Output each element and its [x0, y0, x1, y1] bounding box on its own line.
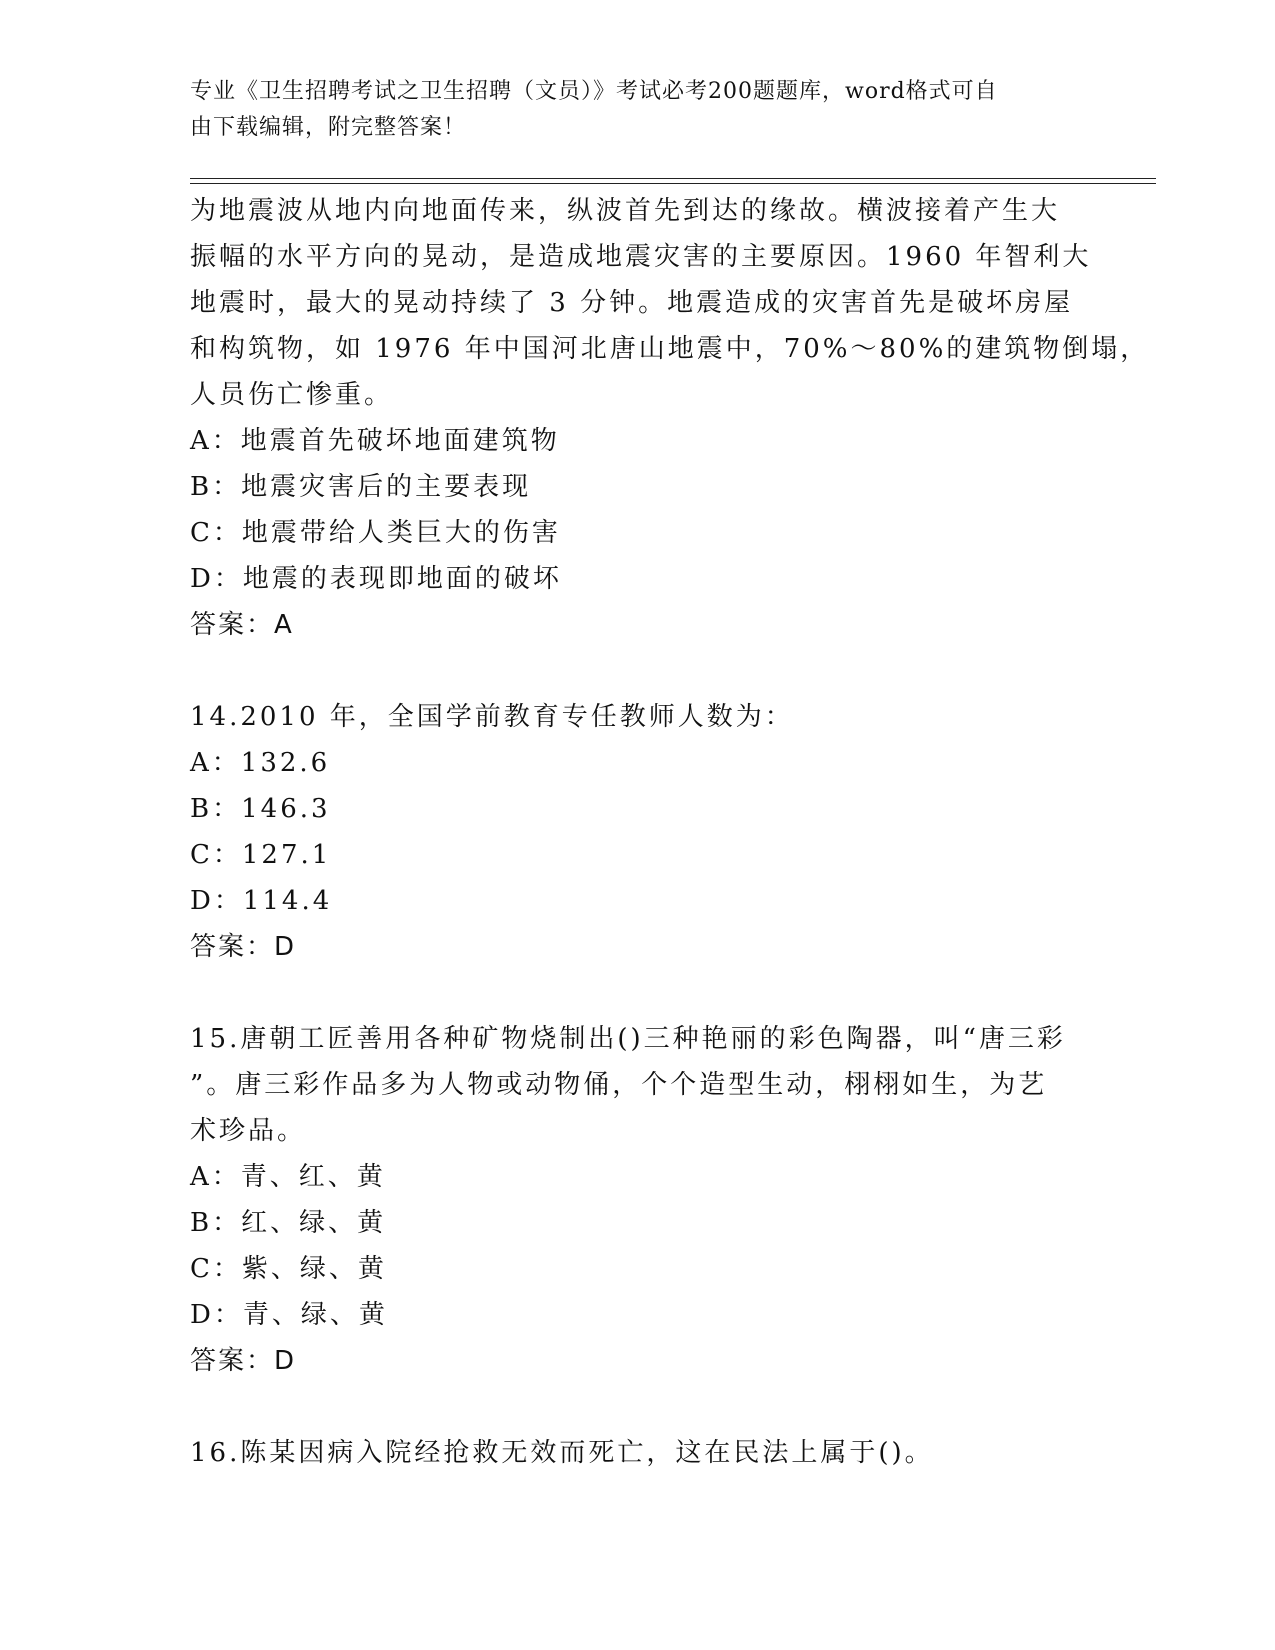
question-text-line: 为地震波从地内向地面传来，纵波首先到达的缘故。横波接着产生大	[190, 196, 1061, 226]
question-text-line: ”。唐三彩作品多为人物或动物俑，个个造型生动，栩栩如生，为艺	[190, 1070, 1048, 1100]
option-b: B：146.3	[190, 794, 331, 824]
question-13	[190, 188, 1150, 648]
question-text-line: 振幅的水平方向的晃动，是造成地震灾害的主要原因。1960 年智利大	[190, 242, 1092, 272]
question-15	[190, 1016, 1090, 1384]
question-16	[190, 1430, 1090, 1476]
option-b: B：地震灾害后的主要表现	[190, 472, 532, 502]
question-text-line: 15.唐朝工匠善用各种矿物烧制出()三种艳丽的彩色陶器，叫“唐三彩	[190, 1024, 1066, 1054]
header-divider-bottom	[190, 183, 1156, 184]
header-divider-top	[190, 178, 1156, 179]
option-a: A：地震首先破坏地面建筑物	[190, 426, 560, 456]
option-a: A：青、红、黄	[190, 1162, 386, 1192]
option-c: C：127.1	[190, 840, 332, 870]
question-text-line: 和构筑物，如 1976 年中国河北唐山地震中，70%～80%的建筑物倒塌，	[190, 334, 1150, 364]
question-text-line: 地震时，最大的晃动持续了 3 分钟。地震造成的灾害首先是破坏房屋	[190, 288, 1074, 318]
answer-label: 答案：D	[190, 932, 297, 962]
option-c: C：紫、绿、黄	[190, 1254, 387, 1284]
spacer	[190, 648, 1090, 694]
question-text-line: 人员伤亡惨重。	[190, 380, 394, 410]
header-line-1: 专业《卫生招聘考试之卫生招聘（文员）》考试必考200题题库，word格式可自	[190, 79, 998, 104]
option-d: D：青、绿、黄	[190, 1300, 388, 1330]
answer-label: 答案：D	[190, 1346, 297, 1376]
document-body	[190, 188, 1150, 1476]
question-text-line: 14.2010 年，全国学前教育专任教师人数为：	[190, 702, 794, 732]
spacer	[190, 970, 1090, 1016]
spacer	[190, 1384, 1090, 1430]
option-b: B：红、绿、黄	[190, 1208, 387, 1238]
question-text-line: 术珍品。	[190, 1116, 307, 1146]
document-header	[190, 74, 1070, 146]
question-text-line: 16.陈某因病入院经抢救无效而死亡，这在民法上属于()。	[190, 1438, 934, 1468]
option-c: C：地震带给人类巨大的伤害	[190, 518, 561, 548]
header-line-2: 由下载编辑，附完整答案！	[190, 115, 467, 140]
question-14	[190, 694, 1090, 970]
option-a: A：132.6	[190, 748, 331, 778]
answer-label: 答案：A	[190, 610, 294, 640]
option-d: D：地震的表现即地面的破坏	[190, 564, 562, 594]
option-d: D：114.4	[190, 886, 333, 916]
